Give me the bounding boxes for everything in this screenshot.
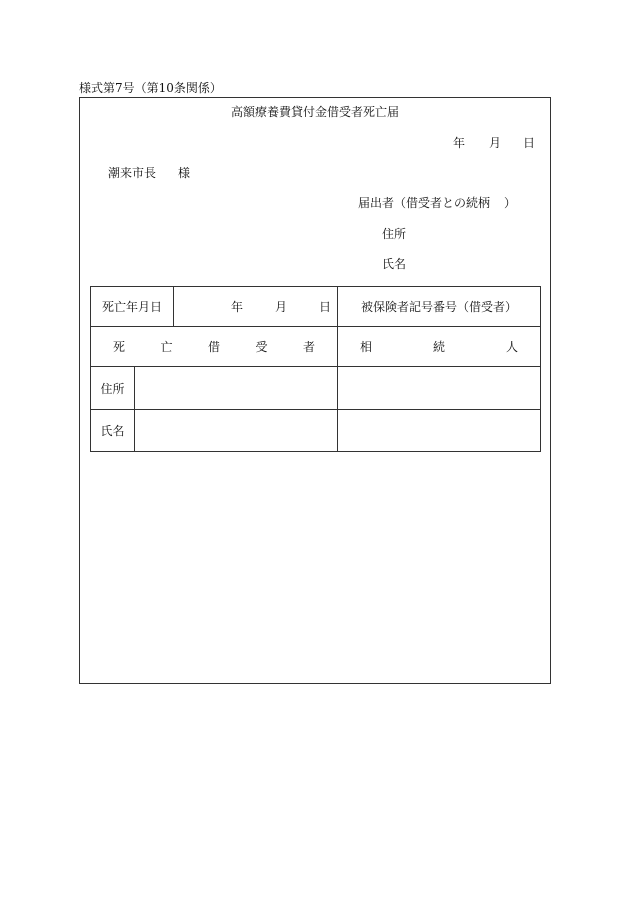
death-date-label: 死亡年月日 xyxy=(91,287,174,327)
deceased-name-field[interactable] xyxy=(135,410,338,452)
deceased-header-char: 死 xyxy=(113,340,126,354)
insured-number-label: 被保険者記号番号（借受者） xyxy=(338,287,541,327)
deceased-header-char: 者 xyxy=(303,340,316,354)
addressee-name: 潮来市長 xyxy=(108,166,157,180)
death-date-month: 月 xyxy=(274,300,287,314)
death-detail-table xyxy=(90,286,541,452)
death-date-field[interactable] xyxy=(174,287,338,327)
date-year-label: 年 xyxy=(453,136,466,150)
deceased-address-label: 住所 xyxy=(91,367,135,410)
heir-header xyxy=(338,327,541,367)
heir-name-field[interactable] xyxy=(338,410,541,452)
death-date-year: 年 xyxy=(230,300,243,314)
date-day-label: 日 xyxy=(523,136,536,150)
death-date-day: 日 xyxy=(319,300,332,314)
addressee-suffix: 様 xyxy=(178,166,191,180)
deceased-header-char: 借 xyxy=(208,340,221,354)
notifier-relationship-close: ） xyxy=(504,196,517,210)
table-row xyxy=(91,367,541,410)
deceased-borrower-header xyxy=(91,327,338,367)
notifier-address-label: 住所 xyxy=(382,227,407,241)
date-month-label: 月 xyxy=(489,136,502,150)
deceased-address-field[interactable] xyxy=(135,367,338,410)
table-row xyxy=(91,410,541,452)
deceased-header-char: 受 xyxy=(255,340,268,354)
heir-header-char: 相 xyxy=(360,340,373,354)
deceased-name-label: 氏名 xyxy=(91,410,135,452)
form-number: 様式第7号（第10条関係） xyxy=(79,81,222,95)
heir-address-field[interactable] xyxy=(338,367,541,410)
form-title: 高額療養費貸付金借受者死亡届 xyxy=(230,105,399,119)
heir-header-char: 人 xyxy=(505,340,518,354)
heir-header-char: 続 xyxy=(433,340,446,354)
table-row xyxy=(91,287,541,327)
deceased-header-char: 亡 xyxy=(160,340,173,354)
table-row xyxy=(91,327,541,367)
notifier-name-label: 氏名 xyxy=(382,257,407,271)
notifier-relationship-label: 届出者（借受者との続柄 xyxy=(358,196,491,210)
